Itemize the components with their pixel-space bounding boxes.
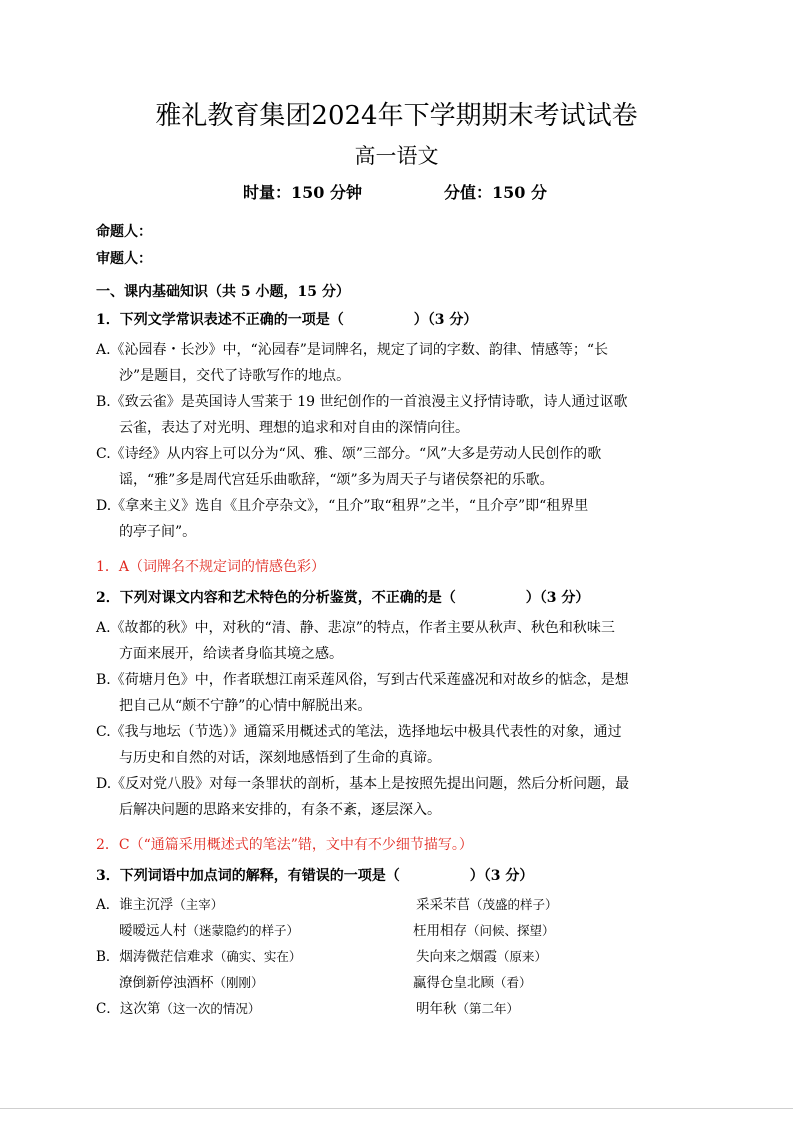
vocab-item — [96, 895, 223, 915]
vocab-word: 采采芣苢 — [416, 897, 470, 913]
vocab-gloss: （迷蒙隐约的样子） — [186, 923, 300, 938]
question-1-option-c — [96, 441, 706, 493]
vocab-gloss: （问候、探望） — [467, 923, 555, 938]
question-2-option-a — [96, 615, 706, 667]
vocab-word: 枉用相存 — [413, 923, 467, 939]
vocab-item — [119, 973, 264, 993]
question-1-option-d — [96, 493, 706, 545]
option-continuation: 方面来展开，给读者身临其境之感。 — [119, 646, 343, 662]
vocab-gloss: （确实、实在） — [213, 949, 302, 964]
vocab-word: B．烟涛微茫信难求 — [96, 949, 214, 965]
question-1-answer: 1．A（词牌名不规定词的情感色彩） — [96, 559, 326, 575]
vocab-gloss: （刚刚） — [213, 975, 264, 990]
option-continuation: 的亭子间”。 — [119, 524, 197, 540]
vocab-gloss: （看） — [494, 975, 532, 990]
vocab-item — [416, 947, 547, 967]
vocab-item — [96, 947, 301, 967]
vocab-word: A．谁主沉浮 — [96, 897, 174, 913]
question-2-option-b — [96, 667, 706, 719]
vocab-item — [416, 999, 519, 1019]
vocab-word: 暧暧远人村 — [119, 923, 187, 939]
option-continuation: 谣，“雅”多是周代宫廷乐曲歌辞，“颂”多为周天子与诸侯祭祀的乐歌。 — [119, 472, 554, 488]
vocab-word: 赢得仓皇北顾 — [413, 975, 494, 991]
question-3-stem: 3．下列词语中加点词的解释，有错误的一项是（ ）（3 分） — [96, 868, 534, 884]
vocab-word: C．这次第 — [96, 1001, 161, 1017]
vocab-word: 失向来之烟霞 — [416, 949, 497, 965]
setter-label: 命题人： — [96, 224, 152, 240]
vocab-gloss: （茂盛的样子） — [470, 897, 558, 912]
option-first-line: C.《我与地坛（节选）》通篇采用概述式的笔法，选择地坛中极具代表性的对象，通过 — [96, 724, 622, 740]
vocab-gloss: （原来） — [497, 949, 548, 964]
question-1-option-b — [96, 389, 706, 441]
section-heading: 一、课内基础知识（共 5 小题，15 分） — [96, 284, 350, 300]
option-first-line: D.《拿来主义》选自《且介亭杂文》，“且介”取“租界”之半，“且介亭”即“租界里 — [96, 498, 589, 514]
exam-duration: 时量：150 分钟 — [243, 183, 362, 202]
vocab-item — [119, 921, 299, 941]
option-continuation: 云雀，表达了对光明、理想的追求和对自由的深情向往。 — [119, 420, 469, 436]
vocab-gloss: （主宰） — [173, 897, 224, 912]
question-2-option-c — [96, 719, 706, 771]
question-2-option-d — [96, 771, 706, 823]
reviewer-label: 审题人： — [96, 251, 152, 267]
page-bottom-divider — [0, 1108, 793, 1109]
exam-total-score: 分值：150 分 — [444, 183, 547, 202]
vocab-item — [413, 973, 532, 993]
option-first-line: C.《诗经》从内容上可以分为“风、雅、颂”三部分。“风”大多是劳动人民创作的歌 — [96, 446, 602, 462]
exam-subtitle: 高一语文 — [354, 144, 439, 168]
option-first-line: A.《沁园春・长沙》中，“沁园春”是词牌名，规定了词的字数、韵律、情感等；“长 — [96, 342, 609, 358]
option-continuation: 沙”是题目，交代了诗歌写作的地点。 — [119, 368, 351, 384]
question-1-stem: 1．下列文学常识表述不正确的一项是（ ）（3 分） — [96, 312, 478, 328]
option-continuation: 后解决问题的思路来安排的，有条不紊，逐层深入。 — [119, 802, 441, 818]
vocab-gloss: （这一次的情况） — [160, 1001, 261, 1016]
question-1-option-a — [96, 337, 706, 389]
option-first-line: B.《荷塘月色》中，作者联想江南采莲风俗，写到古代采莲盛况和对故乡的惦念，是想 — [96, 672, 629, 688]
vocab-word: 潦倒新停浊酒杯 — [119, 975, 214, 991]
vocab-item — [96, 999, 260, 1019]
question-2-answer: 2．C（“通篇采用概述式的笔法”错，文中有不少细节描写。） — [96, 837, 473, 853]
option-first-line: B.《致云雀》是英国诗人雪莱于 19 世纪创作的一首浪漫主义抒情诗歌，诗人通过讴歌 — [96, 394, 628, 410]
vocab-gloss: （第二年） — [456, 1001, 520, 1016]
option-first-line: D.《反对党八股》对每一条罪状的剖析，基本上是按照先提出问题，然后分析问题，最 — [96, 776, 630, 792]
option-continuation: 把自己从“颇不宁静”的心情中解脱出来。 — [119, 698, 372, 714]
vocab-word: 明年秋 — [416, 1001, 457, 1017]
option-first-line: A.《故都的秋》中，对秋的“清、静、悲凉”的特点，作者主要从秋声、秋色和秋味三 — [96, 620, 615, 636]
vocab-item — [416, 895, 558, 915]
exam-title: 雅礼教育集团2024年下学期期末考试试卷 — [155, 101, 638, 131]
question-2-stem: 2．下列对课文内容和艺术特色的分析鉴赏，不正确的是（ ）（3 分） — [96, 590, 590, 606]
vocab-item — [413, 921, 555, 941]
option-continuation: 与历史和自然的对话，深刻地感悟到了生命的真谛。 — [119, 750, 441, 766]
